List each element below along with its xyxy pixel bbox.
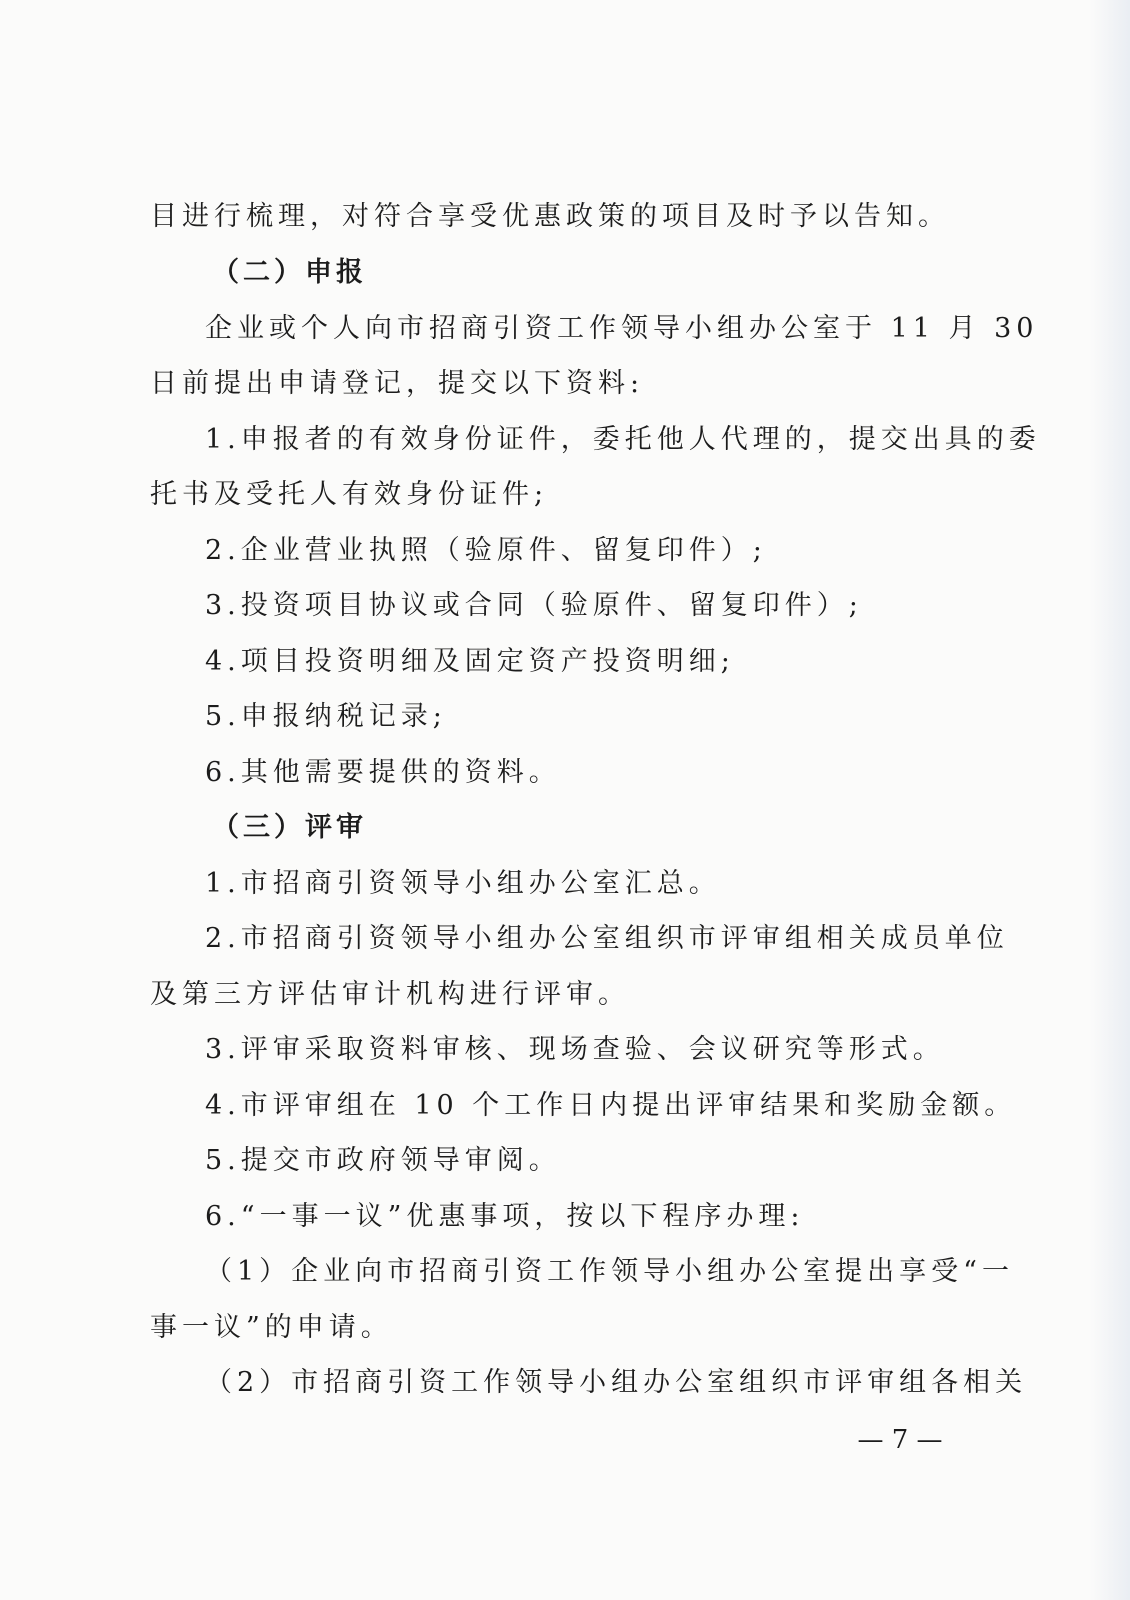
list-item: 6.“一事一议”优惠事项，按以下程序办理: (205, 1201, 805, 1232)
paragraph-line: 企业或个人向市招商引资工作领导小组办公室于 11 月 30 (205, 313, 1039, 344)
list-item: 3.投资项目协议或合同（验原件、留复印件）; (205, 590, 863, 621)
sub-list-item: （1）企业向市招商引资工作领导小组办公室提出享受“一 (205, 1256, 1014, 1287)
list-item: 3.评审采取资料审核、现场查验、会议研究等形式。 (205, 1034, 945, 1065)
list-item: 4.市评审组在 10 个工作日内提出评审结果和奖励金额。 (205, 1090, 1017, 1121)
section-heading-review: （三）评审 (212, 812, 367, 843)
list-item: 1.市招商引资领导小组办公室汇总。 (205, 868, 721, 899)
sub-list-item-continued: 事一议”的申请。 (150, 1312, 393, 1343)
list-item: 5.申报纳税记录; (205, 701, 447, 732)
paragraph-line: 目进行梳理，对符合享受优惠政策的项目及时予以告知。 (150, 201, 950, 232)
section-heading-apply: （二）申报 (212, 257, 367, 288)
page-number: — 7 — (857, 1425, 943, 1455)
list-item-continued: 托书及受托人有效身份证件; (150, 479, 549, 510)
list-item: 1.申报者的有效身份证件，委托他人代理的，提交出具的委 (205, 424, 1041, 455)
paragraph-line: 日前提出申请登记，提交以下资料: (150, 368, 645, 399)
list-item: 4.项目投资明细及固定资产投资明细; (205, 646, 735, 677)
list-item: 2.企业营业执照（验原件、留复印件）; (205, 535, 767, 566)
list-item: 5.提交市政府领导审阅。 (205, 1145, 561, 1176)
list-item-continued: 及第三方评估审计机构进行评审。 (150, 979, 630, 1010)
list-item: 6.其他需要提供的资料。 (205, 757, 561, 788)
sub-list-item: （2）市招商引资工作领导小组办公室组织市评审组各相关 (205, 1367, 1028, 1398)
list-item: 2.市招商引资领导小组办公室组织市评审组相关成员单位 (205, 923, 1009, 954)
